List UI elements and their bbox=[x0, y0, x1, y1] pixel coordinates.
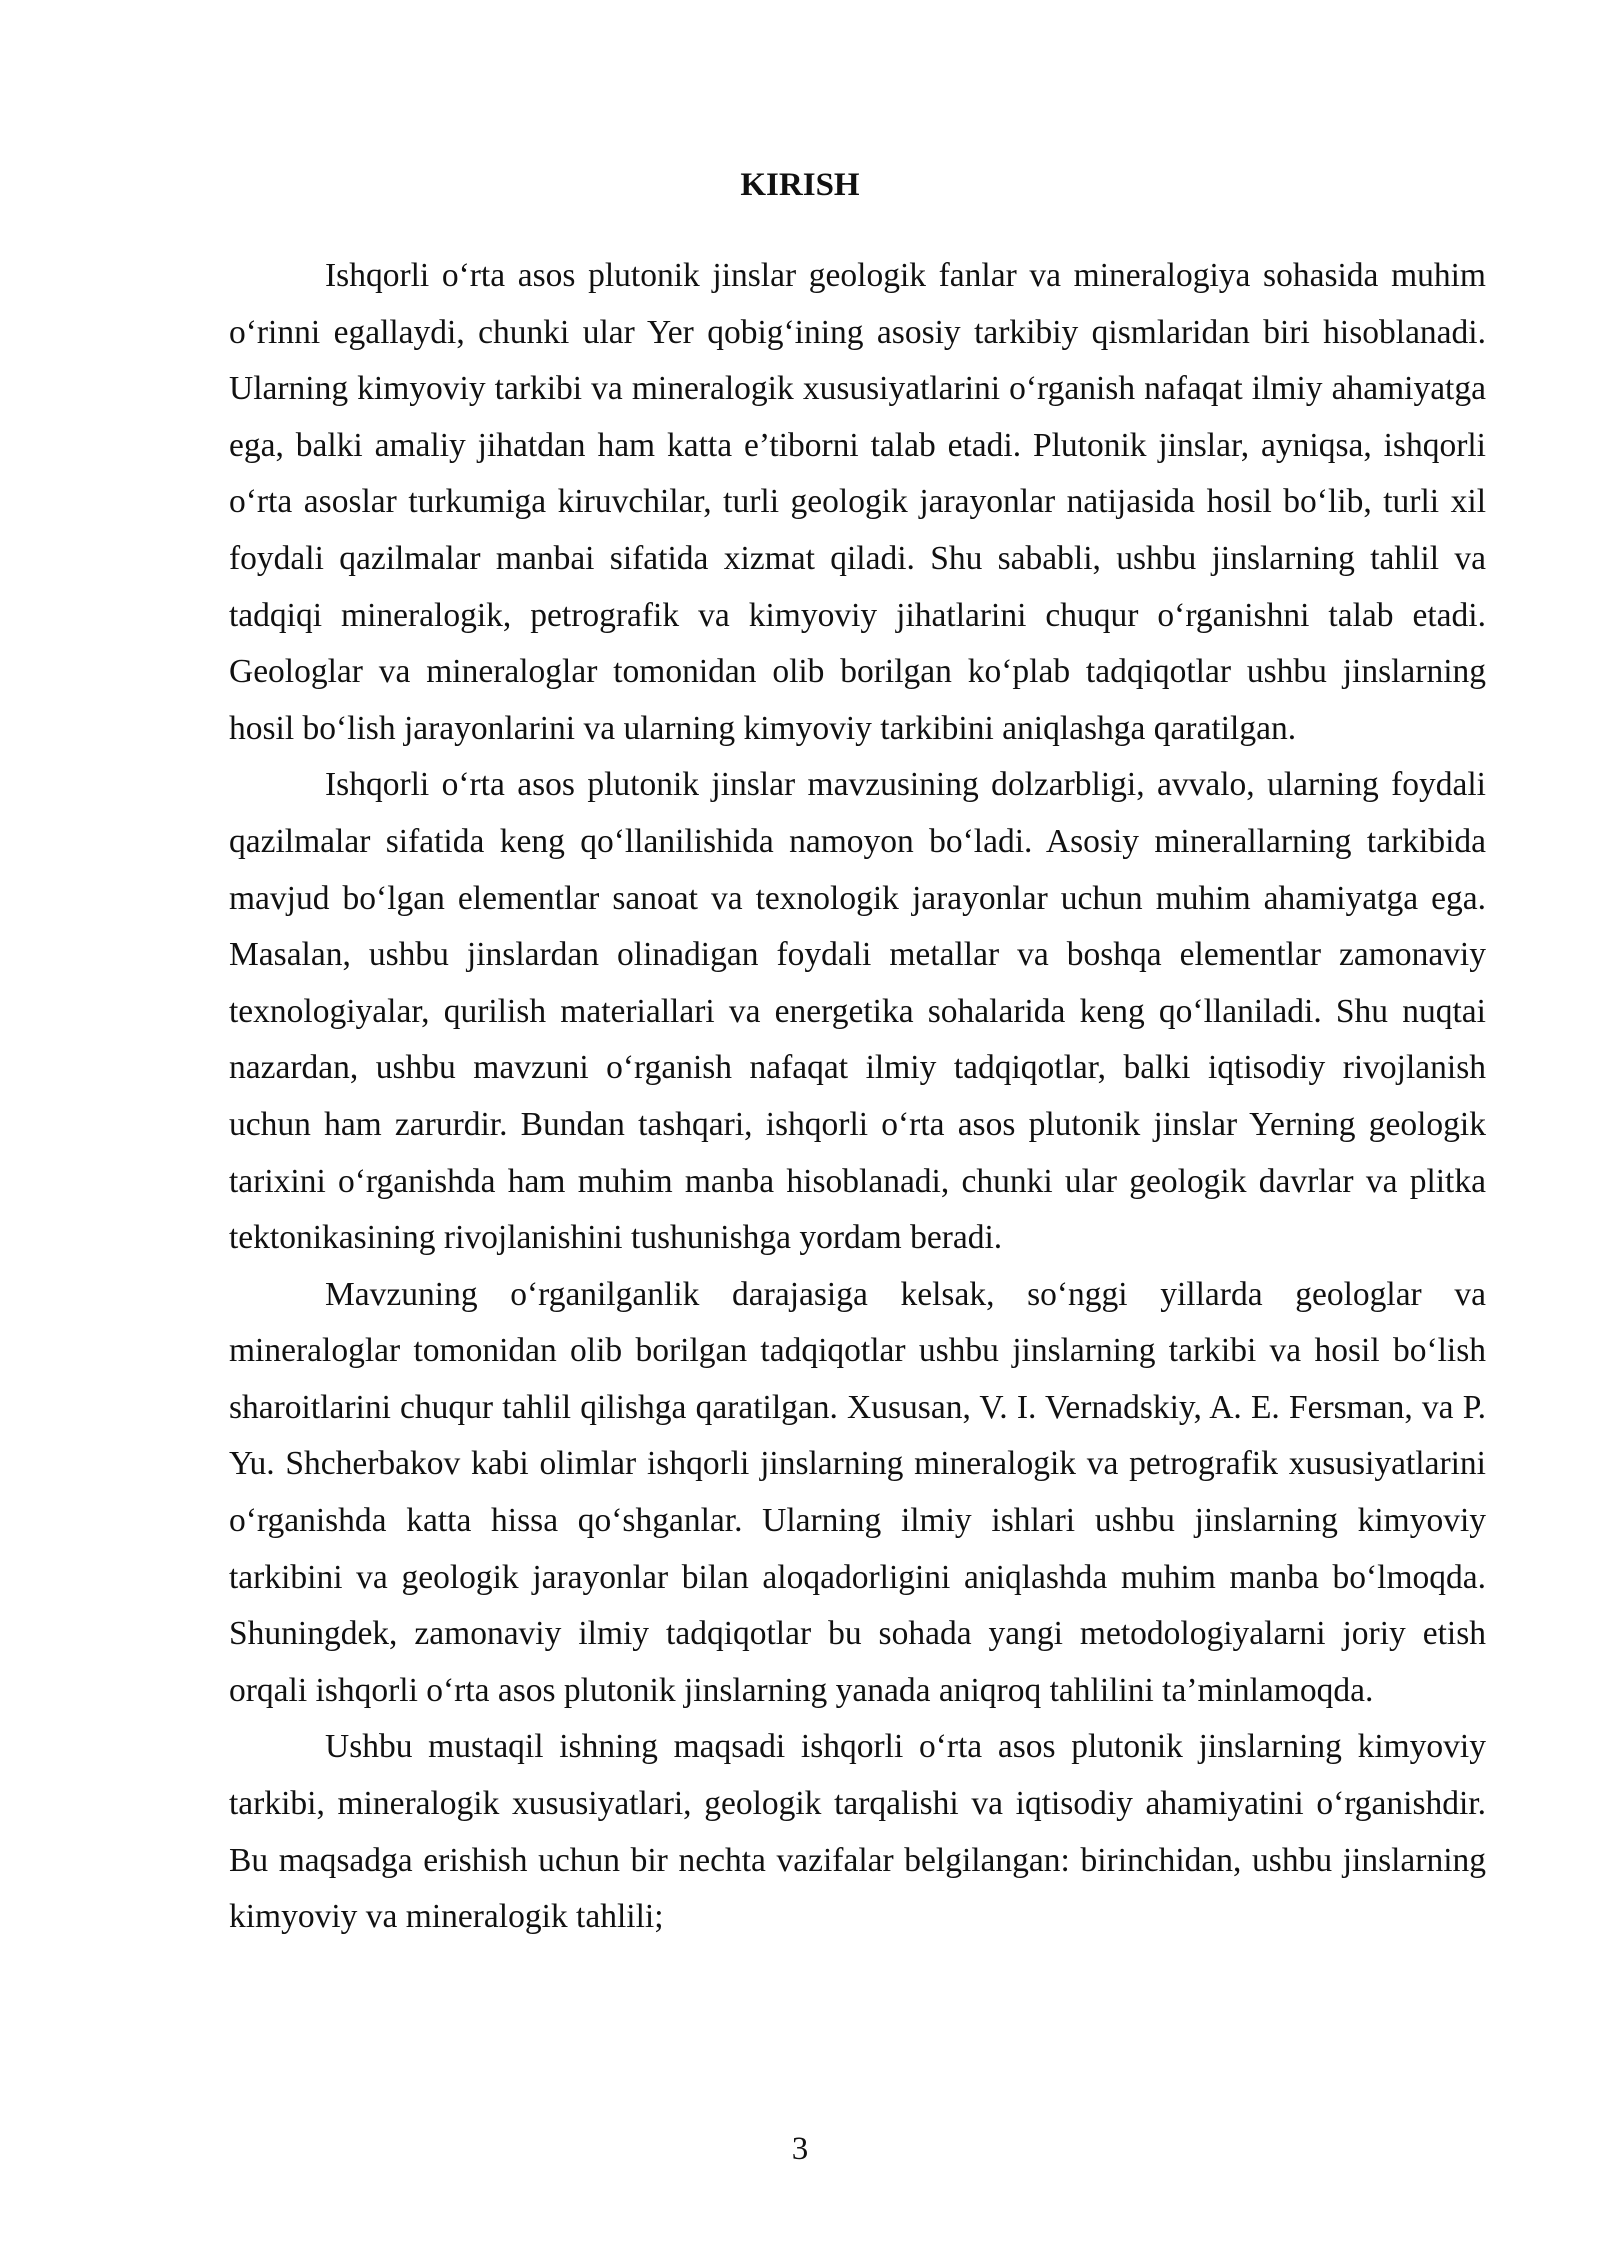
page-title: KIRISH bbox=[740, 167, 860, 203]
paragraph: Ishqorli o‘rta asos plutonik jinslar mavzusining dolzarbligi, avvalo, ularning foydali qazilmalar sifatida keng qo‘llanilishida namoyon bo‘ladi. Asosiy minerallarning tarkibida mavjud bo‘lgan elementlar sanoat va texnologik jarayonlar uchun muhim ahamiyatga ega. Masalan, ushbu jinslardan olinadigan foydali metallar va boshqa elementlar zamonaviy texnologiyalar, qurilish materiallari va energetika sohalarida keng qo‘llaniladi. Shu nuqtai nazardan, ushbu mavzuni o‘rganish nafaqat ilmiy tadqiqotlar, balki iqtisodiy rivojlanish uchun ham zarurdir. Bundan tashqari, ishqorli o‘rta asos plutonik jinslar Yerning geologik tarixini o‘rganishda ham muhim manba hisoblanadi, chunki ular geologik davrlar va plitka tektonikasining rivojlanishini tushunishga yordam beradi. bbox=[229, 766, 1486, 1257]
body-text bbox=[229, 248, 1486, 1946]
paragraph: Ushbu mustaqil ishning maqsadi ishqorli o‘rta asos plutonik jinslarning kimyoviy tarkibi, mineralogik xususiyatlari, geologik tarqalishi va iqtisodiy ahamiyatini o‘rganishdir. Bu maqsadga erishish uchun bir nechta vazifalar belgilangan: birinchidan, ushbu jinslarning kimyoviy va mineralogik tahlili; bbox=[229, 1728, 1486, 1936]
paragraph: Mavzuning o‘rganilganlik darajasiga kelsak, so‘nggi yillarda geologlar va mineraloglar tomonidan olib borilgan tadqiqotlar ushbu jinslarning tarkibi va hosil bo‘lish sharoitlarini chuqur tahlil qilishga qaratilgan. Xususan, V. I. Vernadskiy, A. E. Fersman, va P. Yu. Shcherbakov kabi olimlar ishqorli jinslarning mineralogik va petrografik xususiyatlarini o‘rganishda katta hissa qo‘shganlar. Ularning ilmiy ishlari ushbu jinslarning kimyoviy tarkibini va geologik jarayonlar bilan aloqadorligini aniqlashda muhim manba bo‘lmoqda. Shuningdek, zamonaviy ilmiy tadqiqotlar bu sohada yangi metodologiyalarni joriy etish orqali ishqorli o‘rta asos plutonik jinslarning yanada aniqroq tahlilini ta’minlamoqda. bbox=[229, 1275, 1486, 1709]
page-number: 3 bbox=[791, 2131, 809, 2167]
paragraph: Ishqorli o‘rta asos plutonik jinslar geologik fanlar va mineralogiya sohasida muhim o‘rinni egallaydi, chunki ular Yer qobig‘ining asosiy tarkibiy qismlaridan biri hisoblanadi. Ularning kimyoviy tarkibi va mineralogik xususiyatlarini o‘rganish nafaqat ilmiy ahamiyatga ega, balki amaliy jihatdan ham katta e’tiborni talab etadi. Plutonik jinslar, ayniqsa, ishqorli o‘rta asoslar turkumiga kiruvchilar, turli geologik jarayonlar natijasida hosil bo‘lib, turli xil foydali qazilmalar manbai sifatida xizmat qiladi. Shu sababli, ushbu jinslarning tahlil va tadqiqi mineralogik, petrografik va kimyoviy jihatlarini chuqur o‘rganishni talab etadi. Geologlar va mineraloglar tomonidan olib borilgan ko‘plab tadqiqotlar ushbu jinslarning hosil bo‘lish jarayonlarini va ularning kimyoviy tarkibini aniqlashga qaratilgan. bbox=[229, 257, 1486, 747]
